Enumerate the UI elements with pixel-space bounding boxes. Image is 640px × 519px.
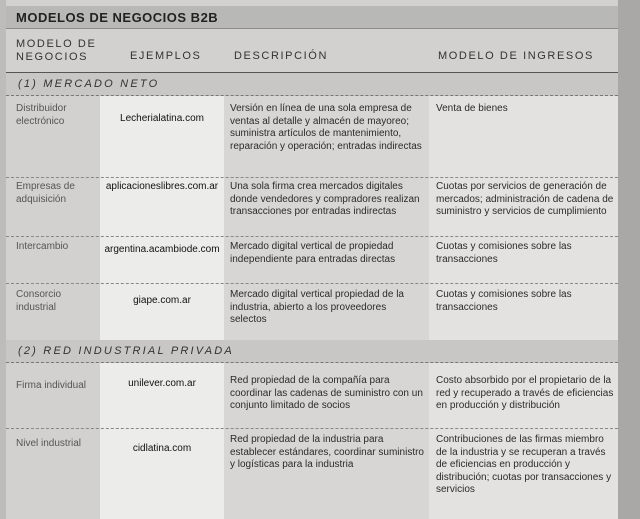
section-label: (2) RED INDUSTRIAL PRIVADA (18, 345, 234, 357)
row-ingresos: Cuotas y comisiones sobre las transacciones (436, 241, 572, 265)
header-modelo: MODELO DE NEGOCIOS (16, 38, 97, 63)
row-ejemplo: cidlatina.com (132, 443, 192, 454)
row-ejemplo: giape.com.ar (133, 295, 191, 306)
row-descripcion: Mercado digital vertical propiedad de la industria, abierto a los proveedores selectos (230, 289, 404, 325)
row-modelo: Empresas de adquisición (16, 181, 75, 205)
table-title-bar (6, 6, 618, 29)
row-descripcion: Mercado digital vertical de propiedad independiente para entradas directas (230, 241, 396, 265)
row-descripcion: Red propiedad de la industria para establecer estándares, coordinar suministro y logísticas para la industria (230, 434, 424, 470)
row-ejemplo: argentina.acambiode.com (104, 244, 220, 255)
header-ingresos: MODELO DE INGRESOS (438, 50, 594, 62)
row-divider (6, 236, 618, 237)
row-ejemplo: Lecherialatina.com (120, 113, 204, 124)
page-right-edge (618, 0, 640, 519)
row-descripcion: Versión en línea de una sola empresa de ventas al detalle y almacén de mayoreo; suministra artículos de mantenimiento, reparación y operación; entradas indirectas (230, 103, 422, 152)
row-divider (6, 283, 618, 284)
row-ejemplo: aplicacioneslibres.com.ar (105, 181, 219, 192)
row-ingresos: Cuotas por servicios de generación de mercados; administración de cadena de suministro y servicios de cumplimiento (436, 181, 614, 217)
section-red-industrial-privada (6, 340, 618, 363)
row-modelo: Firma individual (16, 380, 87, 391)
header-descripcion: DESCRIPCIÓN (234, 50, 328, 62)
table-title: MODELOS DE NEGOCIOS B2B (16, 10, 219, 25)
row-descripcion: Red propiedad de la compañía para coordinar las cadenas de suministro con un conjunto limitado de socios (230, 375, 423, 411)
row-ingresos: Venta de bienes (436, 103, 508, 114)
row-modelo: Consorcio industrial (16, 289, 62, 313)
row-divider (6, 177, 618, 178)
row-ingresos: Costo absorbido por el propietario de la red y recuperado a través de eficiencias en producción y distribución (436, 375, 614, 411)
row-modelo: Intercambio (16, 241, 69, 252)
row-descripcion: Una sola firma crea mercados digitales donde vendedores y compradores realizan transacciones por entradas indirectas (230, 181, 420, 217)
section-mercado-neto (6, 73, 618, 96)
row-ingresos: Contribuciones de las firmas miembro de la industria y se recuperan a través de eficiencias en producción y distribución; cuotas por transacciones y servicios (436, 434, 612, 495)
row-ejemplo: unilever.com.ar (128, 378, 196, 389)
row-modelo: Nivel industrial (16, 438, 82, 449)
header-ejemplos: EJEMPLOS (130, 50, 202, 62)
row-divider (6, 428, 618, 429)
section-label: (1) MERCADO NETO (18, 78, 160, 90)
row-ingresos: Cuotas y comisiones sobre las transacciones (436, 289, 572, 313)
table-header-row (6, 30, 618, 73)
row-modelo: Distribuidor electrónico (16, 103, 67, 127)
